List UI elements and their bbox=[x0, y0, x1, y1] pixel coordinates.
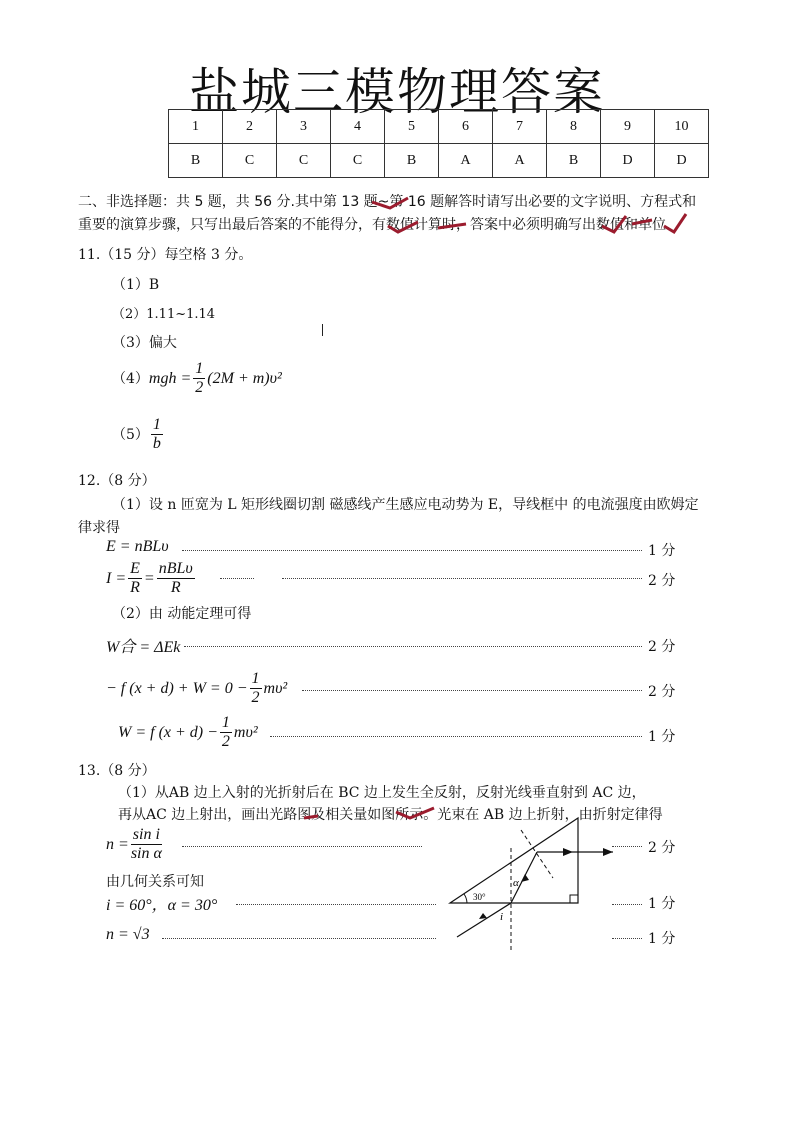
dotted-leader bbox=[220, 578, 254, 579]
fraction-denominator: 2 bbox=[251, 689, 260, 706]
q12-part2: （2）由 动能定理可得 bbox=[112, 606, 252, 622]
dotted-leader bbox=[182, 846, 422, 847]
table-cell: D bbox=[601, 144, 655, 178]
incidence-angle-label: i bbox=[500, 911, 504, 923]
q11-part5 bbox=[112, 416, 165, 453]
q12-eq2-mid: = bbox=[143, 570, 155, 587]
table-cell: 4 bbox=[331, 110, 385, 144]
fraction bbox=[128, 560, 142, 597]
arrowhead bbox=[603, 848, 613, 856]
dotted-leader bbox=[270, 736, 642, 737]
section2-line1: 二、非选择题：共 5 题，共 56 分.其中第 13 题~第 16 题解答时请写出必要的文字说明、方程式和 bbox=[78, 194, 697, 210]
q13-eq3-score: 1 分 bbox=[648, 931, 676, 947]
q12-eq1-score: 1 分 bbox=[648, 543, 676, 559]
right-angle-marker bbox=[570, 895, 578, 903]
arrowhead bbox=[563, 848, 573, 856]
dotted-leader bbox=[182, 550, 642, 551]
table-cell: C bbox=[331, 144, 385, 178]
q13-eq1-left: n = bbox=[106, 836, 129, 853]
q12-eq5 bbox=[118, 714, 258, 751]
table-cell: B bbox=[169, 144, 223, 178]
q12-intro-b: 律求得 bbox=[78, 520, 120, 536]
dotted-leader bbox=[302, 690, 642, 691]
light-path-diagram bbox=[445, 810, 620, 955]
q11-part4-label: （4） bbox=[112, 371, 149, 387]
fraction bbox=[193, 360, 205, 397]
table-cell: A bbox=[493, 144, 547, 178]
table-cell: B bbox=[547, 144, 601, 178]
prism-triangle bbox=[450, 818, 578, 903]
table-cell: 6 bbox=[439, 110, 493, 144]
q11-part3: （3）偏大 bbox=[112, 335, 177, 351]
q12-eq2-left: I = bbox=[106, 570, 127, 587]
q11-part4 bbox=[112, 360, 282, 397]
fraction bbox=[250, 670, 262, 707]
table-cell: A bbox=[439, 144, 493, 178]
q13-eq1 bbox=[106, 826, 164, 863]
q12-eq3-score: 2 分 bbox=[648, 639, 676, 655]
fraction-numerator: 1 bbox=[195, 360, 204, 377]
table-cell: C bbox=[223, 144, 277, 178]
fraction-numerator: nBLυ bbox=[158, 560, 193, 577]
table-cell: 2 bbox=[223, 110, 277, 144]
table-cell: 1 bbox=[169, 110, 223, 144]
q12-header: 12.（8 分） bbox=[78, 473, 156, 489]
q11-part4-right: (2M + m)υ² bbox=[207, 370, 282, 387]
arrowhead bbox=[521, 874, 529, 882]
q13-eq3: n = √3 bbox=[106, 926, 150, 943]
angle-label: 30° bbox=[473, 892, 486, 902]
q13-eq2-score: 1 分 bbox=[648, 896, 676, 912]
fraction bbox=[220, 714, 232, 751]
q13-eq1-score: 2 分 bbox=[648, 840, 676, 856]
q11-part4-left: mgh = bbox=[148, 370, 192, 387]
q11-header: 11.（15 分）每空格 3 分。 bbox=[78, 247, 253, 263]
fraction-numerator: E bbox=[130, 560, 140, 577]
table-cell: 8 bbox=[547, 110, 601, 144]
q12-eq5-left: W = f (x + d) − bbox=[118, 724, 218, 741]
q11-part2: （2）1.11~1.14 bbox=[112, 307, 216, 322]
table-cell: C bbox=[277, 144, 331, 178]
q13-text1: （1）从AB 边上入射的光折射后在 BC 边上发生全反射，反射光线垂直射到 AC 边， bbox=[118, 785, 646, 801]
q12-eq2 bbox=[106, 560, 197, 597]
fraction bbox=[151, 416, 163, 453]
q12-eq5-right: mυ² bbox=[233, 724, 258, 741]
fraction bbox=[131, 826, 162, 863]
q11-part1: （1）B bbox=[112, 277, 160, 293]
table-cell: 9 bbox=[601, 110, 655, 144]
angle-arc bbox=[464, 894, 467, 903]
table-cell: 10 bbox=[655, 110, 709, 144]
q13-header: 13.（8 分） bbox=[78, 763, 156, 779]
q12-eq4-score: 2 分 bbox=[648, 684, 676, 700]
handwriting-marks bbox=[370, 196, 730, 236]
fraction-denominator: 2 bbox=[195, 379, 204, 396]
fraction-denominator: R bbox=[130, 579, 140, 596]
q13-text2: 再从AC 边上射出，画出光路图及相关量如图所示。光束在 AB 边上折射，由折射定律得 bbox=[118, 807, 663, 823]
table-cell: 7 bbox=[493, 110, 547, 144]
table-cell: D bbox=[655, 144, 709, 178]
stray-mark bbox=[322, 324, 323, 336]
q12-eq4-right: mυ² bbox=[263, 680, 288, 697]
dotted-leader bbox=[184, 646, 642, 647]
alpha-label: α bbox=[513, 877, 519, 889]
fraction-denominator: b bbox=[152, 435, 161, 452]
q12-eq5-score: 1 分 bbox=[648, 729, 676, 745]
q12-eq2-score: 2 分 bbox=[648, 573, 676, 589]
q12-eq4-left: − f (x + d) + W = 0 − bbox=[106, 680, 248, 697]
q13-geometry-text: 由几何关系可知 bbox=[106, 874, 204, 890]
q12-intro-a: （1）设 n 匝宽为 L 矩形线圈切割 磁感线产生感应电动势为 E，导线框中 的电流强度由欧姆定 bbox=[112, 497, 699, 513]
fraction-numerator: 1 bbox=[251, 670, 260, 687]
fraction bbox=[157, 560, 195, 597]
dotted-leader bbox=[236, 904, 436, 905]
q12-eq4 bbox=[106, 670, 287, 707]
table-row-answers bbox=[169, 144, 709, 178]
dotted-leader bbox=[282, 578, 642, 579]
handwriting-marks bbox=[300, 802, 450, 826]
page-title: 盐城三模物理答案 bbox=[189, 63, 605, 121]
q11-part5-label: （5） bbox=[112, 427, 149, 443]
fraction-numerator: 1 bbox=[221, 714, 230, 731]
fraction-denominator: sin α bbox=[130, 845, 162, 862]
q12-eq3: W合 = ΔEk bbox=[106, 639, 181, 656]
fraction-numerator: 1 bbox=[152, 416, 161, 433]
answer-table bbox=[168, 109, 709, 178]
dotted-leader bbox=[162, 938, 436, 939]
table-row-numbers bbox=[169, 110, 709, 144]
fraction-numerator: sin i bbox=[132, 826, 160, 843]
q12-eq1: E = nBLυ bbox=[106, 538, 169, 555]
table-cell: 5 bbox=[385, 110, 439, 144]
table-cell: B bbox=[385, 144, 439, 178]
table-cell: 3 bbox=[277, 110, 331, 144]
fraction-denominator: R bbox=[170, 579, 181, 596]
fraction-denominator: 2 bbox=[221, 733, 230, 750]
q13-eq2: i = 60°，α = 30° bbox=[106, 897, 218, 914]
section2-line2: 重要的演算步骤，只写出最后答案的不能得分，有数值计算时，答案中必须明确写出数值和单位. bbox=[78, 217, 671, 233]
arrowhead bbox=[479, 913, 487, 919]
